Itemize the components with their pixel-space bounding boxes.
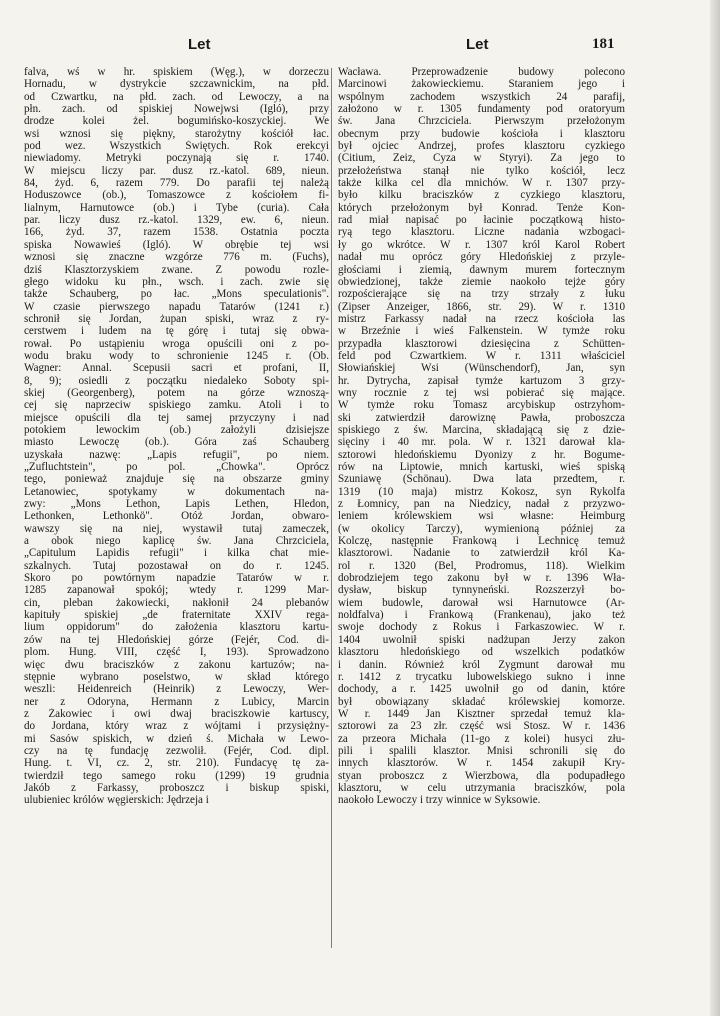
text-line: nadał mu oprócz góry Hledońskiej z przyle- — [338, 251, 625, 264]
text-line: 166, żyd. 37, razem 1538. Ostatnia poczta — [24, 226, 329, 239]
text-line: zwy: „Mons Lethon, Lapis Lethen, Hledon, — [24, 498, 329, 511]
running-head-right: Let — [466, 36, 489, 53]
text-line: lialnym, Harnutowce (ob.) i Tybe (curia). Cała — [24, 201, 329, 214]
text-line: weszli: Heidenreich (Heinrik) z Lewoczy, Wer- — [24, 683, 329, 696]
text-line: feld pod Czwartkiem. W r. 1311 właściciel — [338, 349, 625, 362]
text-line: wodu braku wody to schronienie 1245 r. (Ob. — [24, 349, 329, 362]
text-line: niewiadomy. Metryki poczynają się r. 1740. — [24, 152, 329, 165]
text-line: W r. 1449 Jan Kisztner sprzedał temuż kla- — [338, 707, 625, 720]
text-line: potokiem lewockim (ob.) założyli dzisiejsze — [24, 423, 329, 436]
text-line: wsi wznosi się piękny, starożytny kościół łac. — [24, 127, 329, 140]
text-line: Marcinowi żakowieckiemu. Staraniem jego i — [338, 78, 625, 91]
text-line: więc dwu braciszków z zakonu kartuzów; na- — [24, 658, 329, 671]
text-line: lium oppidorum" do założenia klasztoru kartu- — [24, 621, 329, 634]
text-line: głościami i ziemią, dawnym murem fortecznym — [338, 263, 625, 276]
text-line: r. 1412 z trycatku lubowelskiego sukno i inne — [338, 670, 625, 683]
text-line: (Zipser Anzeiger, 1866, str. 29). W r. 1310 — [338, 300, 625, 313]
text-line: św. Jana Chrzciciela. Pierwszym przełożonym — [338, 115, 625, 128]
text-line: drodze kolei żel. bogumińsko-koszyckiej. We — [24, 115, 329, 128]
text-line: dziś Klasztorzyskiem zwane. Z powodu rozle- — [24, 263, 329, 276]
text-line: W czasie pierwszego napadu Tatarów (1241 r.) — [24, 300, 329, 313]
text-line: (Citium, Zeiz, Cyza w Styryi). Za jego to — [338, 152, 625, 165]
text-line: spiskiego z św. Marcina, składającą się z dzie- — [338, 423, 625, 436]
text-line: spiska Nowawieś (Igló). W obrębie tej wsi — [24, 238, 329, 251]
text-line: także Schauberg, po łac. „Mons speculationis". — [24, 288, 329, 301]
text-line: było kilku braciszków z cyzkiego klasztoru, — [338, 189, 625, 202]
text-line: był ojciec Andrzej, profes klasztoru cyzkiego — [338, 140, 625, 153]
text-line: głego widoku ku płn., wsch. i zach. zwie się — [24, 275, 329, 288]
text-line: zów na tej Hledońskiej górze (Fejér, Cod. di- — [24, 633, 329, 646]
text-line: 1285 zapanował spokój; wtedy r. 1299 Mar- — [24, 584, 329, 597]
text-line: przełożeństwa stanął nie tylko kościół, lecz — [338, 164, 625, 177]
text-line: swoje dochody z Rokus i Farkaszowiec. W r. — [338, 621, 625, 634]
text-line: wspólnym zachodem wszystkich 24 parafij, — [338, 90, 625, 103]
text-line: par. liczy dusz rz.-katol. 1329, ew. 6, nieun. — [24, 214, 329, 227]
text-line: twierdził tego samego roku (1299) 19 grudnia — [24, 769, 329, 782]
text-line: wny rocznie z tej wsi pobierać się mające. — [338, 386, 625, 399]
text-line: do Jordana, który wraz z wójtami i przysiężny- — [24, 720, 329, 733]
text-line: za przeora Michała (11-go z kolei) husyci złu- — [338, 732, 625, 745]
text-line: cerstwem i ludem na tę górę i tutaj się obwa- — [24, 325, 329, 338]
text-line: innych klasztorów. W r. 1454 zakupił Kry- — [338, 757, 625, 770]
text-line: (w okolicy Tarczy), wymienioną później za — [338, 522, 625, 535]
text-line: wiem budowle, darował wsi Harnutowce (Ar- — [338, 596, 625, 609]
running-head-left: Let — [188, 36, 211, 53]
text-line: od Czwartku, na płd. zach. od Lewoczy, a na — [24, 90, 329, 103]
text-line: Kolczę, następnie Frankową i Lechnicę temuż — [338, 535, 625, 548]
text-line: dysław, biskup tynnyneński. Rozszerzył bo- — [338, 584, 625, 597]
left-text-column — [24, 66, 329, 961]
text-line: 1319 (10 maja) mistrz Kokosz, syn Rykolfa — [338, 485, 625, 498]
text-line: mi Sasów spiskich, w dzień ś. Michała w Lewo- — [24, 732, 329, 745]
text-line: sztorowi hledońskiemu Dyonizy z hr. Bogume- — [338, 448, 625, 461]
text-line: był obowiązany składać królewskiej komorze. — [338, 695, 625, 708]
text-line: także kilka cel dla mnichów. W r. 1307 przy- — [338, 177, 625, 190]
text-line: falva, wś w hr. spiskiem (Węg.), w dorzeczu — [24, 66, 329, 78]
text-line: obwiedzionej, także ziemie naokoło tejże góry — [338, 275, 625, 288]
text-line: Hornadu, w dystrykcie szczawnickim, na płd. — [24, 78, 329, 91]
text-line: miasto Lewoczę (ob.). Góra zaś Schauberg — [24, 436, 329, 449]
text-line: Skoro po powtórnym napadzie Tatarów w r. — [24, 572, 329, 585]
text-line: czy na tę fundację zezwolił. (Fejér, Cod. dipl. — [24, 744, 329, 757]
text-line: 84, żyd. 6, razem 779. Do parafii tej należą — [24, 177, 329, 190]
text-line: noldfalva) i Frankową (Frankenau), jako też — [338, 609, 625, 622]
page-number: 181 — [592, 36, 615, 52]
text-line: dochody, a r. 1425 uwolnił go od danin, które — [338, 683, 625, 696]
text-line: sięciny i 40 mr. pola. W r. 1321 darował kla- — [338, 436, 625, 449]
text-line: ulubieniec królów węgierskich: Jędrzeja i — [24, 794, 209, 807]
text-line: dobrodziejem tego zakonu był w r. 1396 Wła- — [338, 572, 625, 585]
text-line: pod wez. Wszystkich Świętych. Rok erekcyi — [24, 140, 329, 153]
page-edge-shadow — [710, 0, 720, 1016]
text-line: wznosi się znaczne wzgórze 776 m. (Fuchs), — [24, 251, 329, 264]
text-line: klasztorowi. Nadanie to zatwierdził król Ka- — [338, 547, 625, 560]
text-line: cej się naprzeciw spiskiego zamku. Atoli i to — [24, 399, 329, 412]
text-line: których przełożonym był Konrad. Tenże Kon- — [338, 201, 625, 214]
text-line: 1404 uwolnił spiski nadżupan Jerzy zakon — [338, 633, 625, 646]
text-line: ły go wkrótce. W r. 1307 król Karol Robert — [338, 238, 625, 251]
text-line: skiej (Georgenberg), potem na górze wznoszą- — [24, 386, 329, 399]
text-line: W miejscu liczy par. dusz rz.-katol. 689, nieun. — [24, 164, 329, 177]
text-line: cin, pleban żakowiecki, nakłonił 24 plebanów — [24, 596, 329, 609]
text-line: rozpościerające się na trzy strzały z łuku — [338, 288, 625, 301]
text-line: styan proboszcz z Wierzbowa, dla podupadłego — [338, 769, 625, 782]
text-line: rad miał napisać po łacinie początkową histo- — [338, 214, 625, 227]
text-line: pili i spalili klasztor. Mnisi schronili się do — [338, 744, 625, 757]
text-line: plom. Hung. VIII, część I, 193). Sprowadzono — [24, 646, 329, 659]
text-line: Wagner: Annal. Scepusii sacri et profani, II, — [24, 362, 329, 375]
text-line: tego, ponieważ znajduje się na obszarze gminy — [24, 473, 329, 486]
text-line: mistrz Farkassy nadał na rzecz kościoła las — [338, 312, 625, 325]
text-line: 8, 9); osiedli z początku niedaleko Soboty spi- — [24, 374, 329, 387]
text-line: Lethonken, Lethonkö". Otóż Jordan, obwaro- — [24, 510, 329, 523]
text-line: rów na Liptowie, mnich kartuski, wieś spiską — [338, 461, 625, 473]
text-line: kapituły spiskiej „de fraternitate XXIV rega- — [24, 609, 329, 622]
text-line: wawszy się na niej, wystawił tutaj zameczek, — [24, 522, 329, 535]
text-line: Wacława. Przeprowadzenie budowy polecono — [338, 66, 625, 78]
text-line: szkalnych. Tutaj pozostawał on do r. 1245. — [24, 559, 329, 572]
text-line: naokoło Lewoczy i trzy winnice w Syksowie. — [338, 794, 541, 807]
text-line: i danin. Również król Zygmunt darował mu — [338, 658, 625, 671]
text-line: Szuniawę (Schönau). Dwa lata przedtem, r. — [338, 473, 625, 486]
text-line: stępnie wybrano poselstwo, w skład którego — [24, 670, 329, 683]
text-line: z Żakowiec i owi dwaj braciszkowie kartuscy, — [24, 707, 329, 720]
column-divider — [331, 68, 332, 948]
text-line: W tymże roku Tomasz arcybiskup ostrzyhom- — [338, 399, 625, 412]
text-line: rował. Po ustąpieniu wroga opuścili oni z po- — [24, 337, 329, 350]
text-line: sztorowi za 23 złr. część wsi Stosz. W r. 1436 — [338, 720, 625, 733]
text-line: z Łomnicy, pan na Niedzicy, nadał z przyzwo- — [338, 498, 625, 511]
text-line: leniem królewskiem wsi własne: Heimburg — [338, 510, 625, 523]
text-line: obecnym przy budowie kościoła i klasztoru — [338, 127, 625, 140]
text-line: założono w r. 1305 fundamenty pod oratoryum — [338, 103, 625, 116]
text-line: rol r. 1320 (Bel, Prodromus, 118). Wielkim — [338, 559, 625, 572]
text-line: schronił się Jordan, żupan spiski, wraz z ry- — [24, 312, 329, 325]
text-line: w Brzeźnie i wieś Falkenstein. W tymże roku — [338, 325, 625, 338]
text-line: ski zatwierdził darowiznę Pawła, proboszcza — [338, 411, 625, 424]
text-line: Letanowiec, spotykamy w dokumentach na- — [24, 485, 329, 498]
text-line: Słowiańskiej Wsi (Wünschendorf), Jan, syn — [338, 362, 625, 375]
text-line: płn. zach. od spiskiej Nowejwsi (Igló), przy — [24, 103, 329, 116]
text-line: „Zufluchtstein", po pol. „Chowka". Oprócz — [24, 461, 329, 473]
text-line: „Capitulum Lapidis refugii" i kilka chat mie- — [24, 547, 329, 560]
text-line: Jakób z Farkassy, proboszcz i biskup spiski, — [24, 781, 329, 794]
text-line: klasztoru hledońskiego od wszelkich podatków — [338, 646, 625, 659]
text-line: hr. Dytrycha, zapisał tymże kartuzom 3 grzy- — [338, 374, 625, 387]
text-line: uzyskała nazwę: „Lapis refugii", po niem. — [24, 448, 329, 461]
text-line: ner z Odoryna, Hermann z Lubicy, Marcin — [24, 695, 329, 708]
text-line: klasztoru, w celu utrzymania braciszków, pola — [338, 781, 625, 794]
text-line: miejsce opuścili dla tej samej przyczyny i nad — [24, 411, 329, 424]
text-line: ryą tego klasztoru. Liczne nadania wzbogaci- — [338, 226, 625, 239]
text-line: a obok niego kaplicę św. Jana Chrzciciela, — [24, 535, 329, 548]
text-line: przypadła klasztorowi dziesięcina z Schütten- — [338, 337, 625, 350]
text-line: Hoduszowce (ob.), Tomaszowce z kościołem fi- — [24, 189, 329, 202]
right-text-column — [338, 66, 625, 961]
text-line: Hung. t. VI, cz. 2, str. 210). Fundacyę tę za- — [24, 757, 329, 770]
